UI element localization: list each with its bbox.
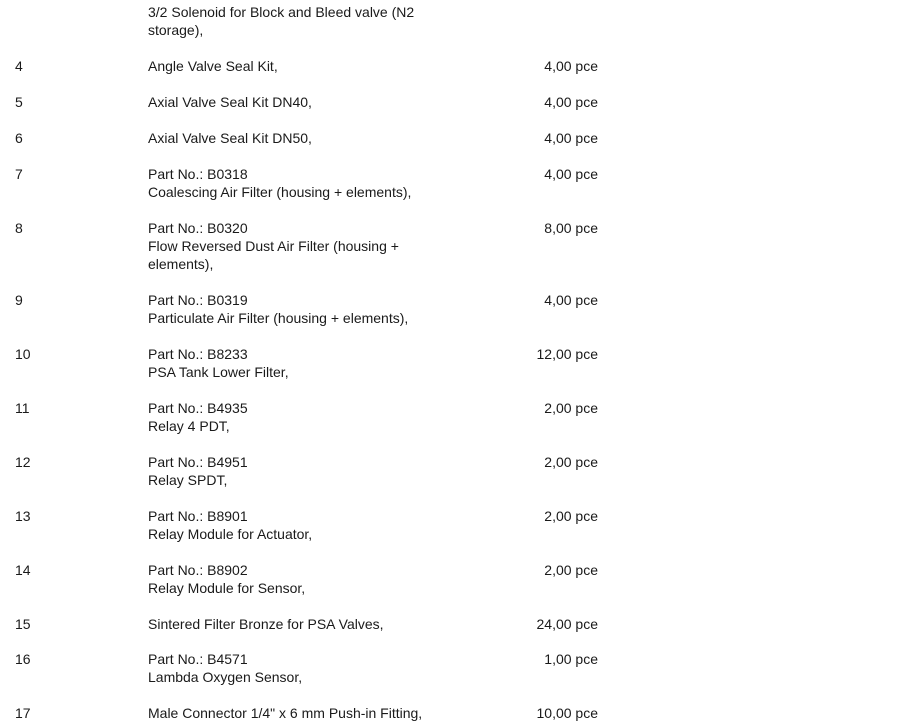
item-quantity: 2,00 pce	[544, 508, 598, 524]
item-quantity: 4,00 pce	[544, 94, 598, 110]
description-line: Axial Valve Seal Kit DN40,	[148, 94, 312, 110]
item-quantity: 4,00 pce	[544, 292, 598, 308]
item-description	[148, 615, 468, 633]
description-line: Part No.: B4571	[148, 651, 248, 667]
description-line: Lambda Oxygen Sensor,	[148, 669, 303, 685]
position-number: 7	[15, 166, 23, 182]
item-description	[148, 561, 468, 597]
item-quantity: 8,00 pce	[544, 220, 598, 236]
item-description	[148, 453, 468, 489]
position-number: 14	[15, 562, 31, 578]
description-line: Relay SPDT,	[148, 472, 228, 488]
description-line: 3/2 Solenoid for Block and Bleed valve (N2	[148, 4, 415, 20]
position-number: 11	[15, 400, 30, 416]
description-line: Part No.: B8233	[148, 346, 248, 362]
description-line: Relay Module for Sensor,	[148, 580, 306, 596]
item-description	[148, 650, 468, 686]
item-quantity: 4,00 pce	[544, 58, 598, 74]
item-description	[148, 93, 468, 111]
description-line: Angle Valve Seal Kit,	[148, 58, 278, 74]
description-line: storage),	[148, 22, 204, 38]
item-description	[148, 507, 468, 543]
position-number: 12	[15, 454, 31, 470]
item-quantity: 1,00 pce	[544, 651, 598, 667]
position-number: 6	[15, 130, 23, 146]
description-line: Part No.: B8901	[148, 508, 248, 524]
item-quantity: 12,00 pce	[536, 346, 598, 362]
position-number: 10	[15, 346, 31, 362]
description-line: Part No.: B4935	[148, 400, 248, 416]
item-description	[148, 57, 468, 75]
item-quantity: 10,00 pce	[536, 705, 598, 721]
description-line: Relay 4 PDT,	[148, 418, 230, 434]
description-line: PSA Tank Lower Filter,	[148, 364, 289, 380]
item-quantity: 4,00 pce	[544, 166, 598, 182]
position-number: 8	[15, 220, 23, 236]
description-line: Male Connector 1/4" x 6 mm Push-in Fitting,	[148, 705, 423, 721]
item-quantity: 2,00 pce	[544, 400, 598, 416]
item-description	[148, 129, 468, 147]
item-quantity: 24,00 pce	[536, 616, 598, 632]
item-quantity: 2,00 pce	[544, 454, 598, 470]
item-description	[148, 704, 478, 722]
position-number: 9	[15, 292, 23, 308]
position-number: 16	[15, 651, 31, 667]
item-description	[148, 291, 468, 327]
description-line: Particulate Air Filter (housing + elements),	[148, 310, 409, 326]
description-line: Part No.: B0320	[148, 220, 248, 236]
item-description	[148, 219, 468, 273]
item-description	[148, 399, 468, 435]
description-line: Flow Reversed Dust Air Filter (housing +	[148, 238, 399, 254]
description-line: Relay Module for Actuator,	[148, 526, 313, 542]
position-number: 4	[15, 58, 23, 74]
description-line: Sintered Filter Bronze for PSA Valves,	[148, 616, 384, 632]
description-line: Part No.: B8902	[148, 562, 248, 578]
position-number: 13	[15, 508, 31, 524]
item-quantity: 2,00 pce	[544, 562, 598, 578]
position-number: 17	[15, 705, 31, 721]
position-number: 5	[15, 94, 23, 110]
position-number: 15	[15, 616, 31, 632]
description-line: Part No.: B0319	[148, 292, 248, 308]
description-line: Axial Valve Seal Kit DN50,	[148, 130, 312, 146]
description-line: Coalescing Air Filter (housing + elements),	[148, 184, 412, 200]
description-line: elements),	[148, 256, 214, 272]
continuation-description	[148, 3, 468, 39]
item-description	[148, 165, 468, 201]
item-quantity: 4,00 pce	[544, 130, 598, 146]
description-line: Part No.: B4951	[148, 454, 248, 470]
item-description	[148, 345, 468, 381]
description-line: Part No.: B0318	[148, 166, 248, 182]
